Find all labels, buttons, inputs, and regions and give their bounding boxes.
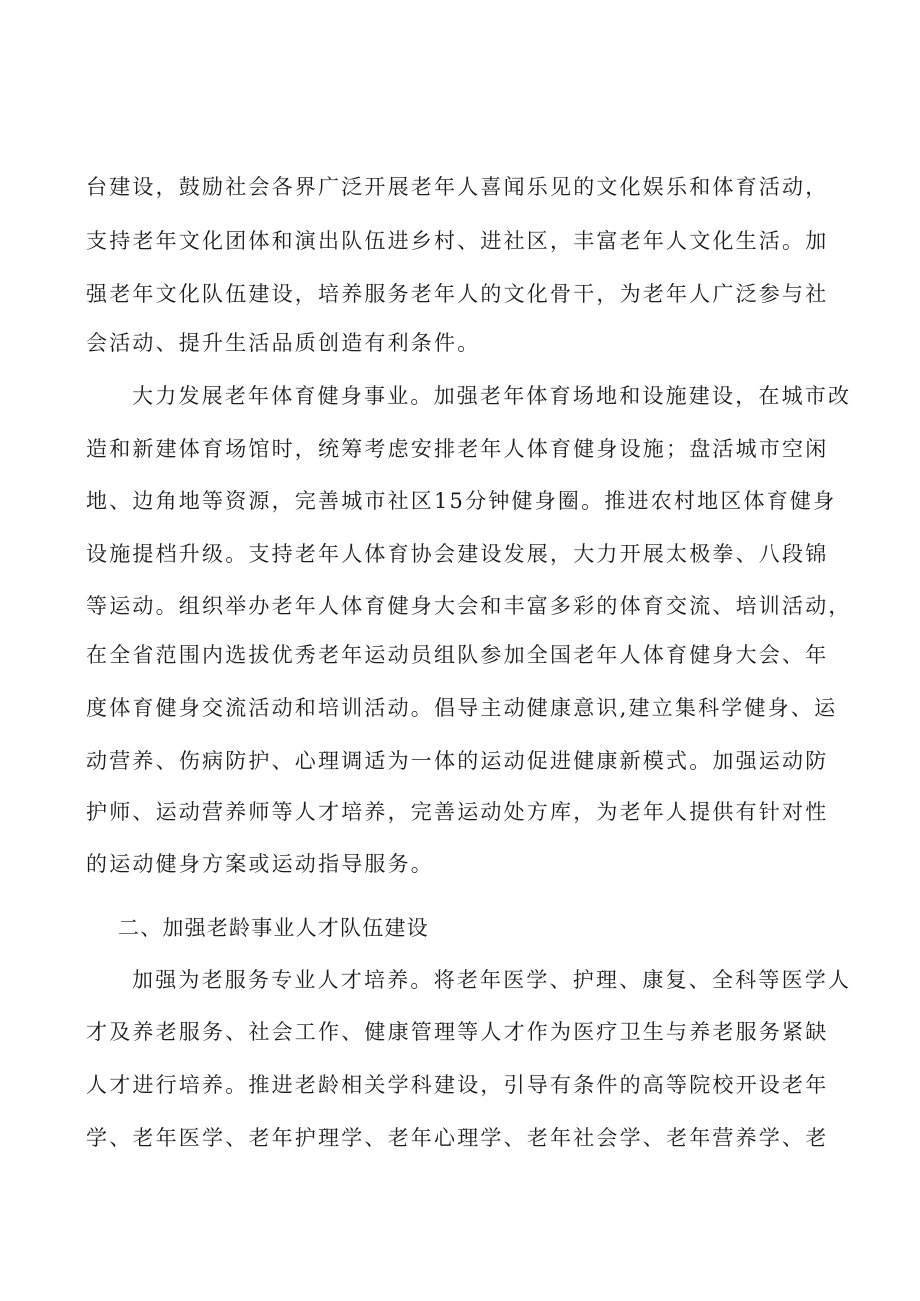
text-line: 在全省范围内选拔优秀老年运动员组队参加全国老年人体育健身大会、年: [86, 643, 829, 667]
text-line: 等运动。组织举办老年人体育健身大会和丰富多彩的体育交流、培训活动，: [86, 594, 852, 618]
text-line: 度体育健身交流活动和培训活动。倡导主动健康意识,建立集科学健身、运: [86, 696, 838, 720]
text-line: 造和新建体育场馆时，统筹考虑安排老年人体育健身设施；盘活城市空闲: [86, 437, 829, 461]
text-line: 大力发展老年体育健身事业。加强老年体育场地和设施建设，在城市改: [132, 384, 852, 408]
text-line: 才及养老服务、社会工作、健康管理等人才作为医疗卫生与养老服务紧缺: [86, 1020, 829, 1044]
text-line: 人才进行培养。推进老龄相关学科建设，引导有条件的高等院校开设老年: [86, 1073, 829, 1097]
text-line: 台建设，鼓励社会各界广泛开展老年人喜闻乐见的文化娱乐和体育活动，: [86, 175, 829, 199]
text-line: 加强为老服务专业人才培养。将老年医学、护理、康复、全科等医学人: [132, 968, 852, 992]
text-line: 会活动、提升生活品质创造有利条件。: [86, 331, 481, 355]
text-line: 的运动健身方案或运动指导服务。: [86, 852, 434, 876]
text-line: 学、老年医学、老年护理学、老年心理学、老年社会学、老年营养学、老: [86, 1126, 829, 1150]
text-line: 护师、运动营养师等人才培养，完善运动处方库，为老年人提供有针对性: [86, 800, 829, 824]
text-line: 支持老年文化团体和演出队伍进乡村、进社区，丰富老年人文化生活。加: [86, 229, 829, 253]
text-line: 动营养、伤病防护、心理调适为一体的运动促进健康新模式。加强运动防: [86, 749, 829, 773]
text-line: 设施提档升级。支持老年人体育协会建设发展，大力开展太极拳、八段锦: [86, 542, 829, 566]
section-heading: 二、加强老龄事业人才队伍建设: [118, 916, 429, 940]
text-line: 强老年文化队伍建设，培养服务老年人的文化骨干，为老年人广泛参与社: [86, 282, 829, 306]
text-line: 地、边角地等资源，完善城市社区15分钟健身圈。推进农村地区体育健身: [86, 489, 837, 513]
